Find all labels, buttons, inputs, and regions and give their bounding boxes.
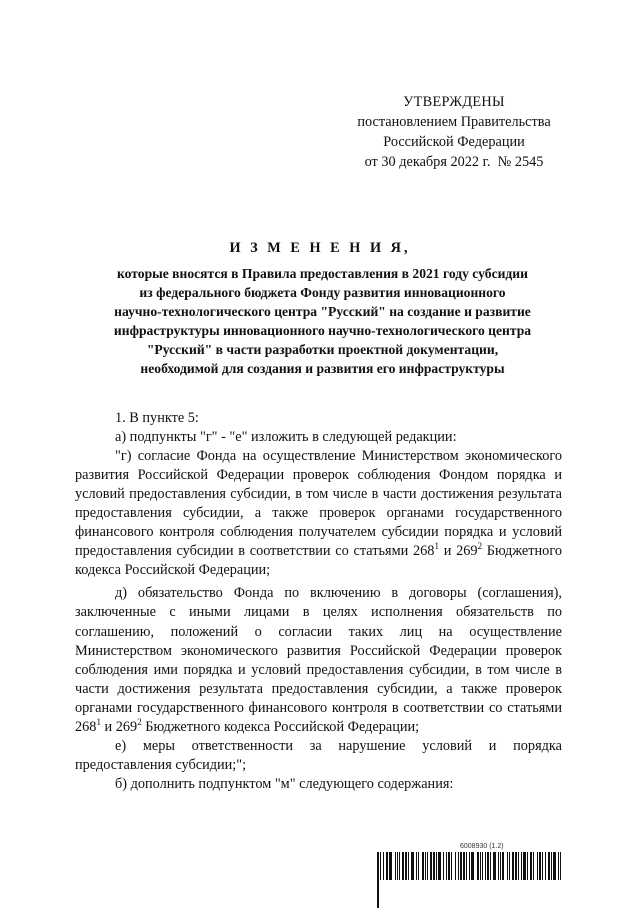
approval-line: постановлением Правительства xyxy=(357,114,551,130)
subtitle-line: которые вносятся в Правила предоставления в 2021 году субсидии xyxy=(117,266,528,281)
barcode-bar xyxy=(551,852,552,880)
barcode-bar xyxy=(515,852,517,880)
paragraph-subitem-a: а) подпункты "г" - "е" изложить в следующей редакции: xyxy=(115,429,457,446)
superscript: 1 xyxy=(434,541,439,552)
approval-heading: УТВЕРЖДЕНЫ xyxy=(403,94,505,110)
barcode-bar xyxy=(500,852,501,880)
barcode-bar xyxy=(377,880,379,908)
barcode-bar xyxy=(430,852,432,880)
document-subtitle xyxy=(80,264,565,379)
barcode-bar xyxy=(411,852,414,880)
barcode-bar xyxy=(548,852,550,880)
barcode-bar xyxy=(542,852,543,880)
barcode-bar xyxy=(477,852,479,880)
barcode-bar xyxy=(422,852,424,880)
barcode-bar xyxy=(502,852,504,880)
approval-date-number: от 30 декабря 2022 г. № 2545 xyxy=(364,154,544,170)
barcode-bar xyxy=(530,852,532,880)
barcode-bar xyxy=(509,852,510,880)
barcode xyxy=(377,852,565,880)
superscript: 2 xyxy=(477,541,483,552)
paragraph-text: и 269 xyxy=(100,718,138,735)
paragraph-subitem-g xyxy=(75,447,562,580)
barcode-bar xyxy=(485,852,486,880)
barcode-bar xyxy=(558,852,559,880)
barcode-bar xyxy=(451,852,452,880)
barcode-bar xyxy=(471,852,474,880)
barcode-bar xyxy=(380,852,381,880)
barcode-bar xyxy=(460,852,462,880)
barcode-bar xyxy=(523,852,526,880)
paragraph-text: "г) согласие Фонда на осуществление Министерством экономического развития Российской Федерации проверок соблюдения Фондом порядка и условий предоставления субсидии, в том числе в части достижения результата предоставления субсидии, а также проверок органами государственного финансового контроля соблюдения получателем субсидии порядка и условий предоставления субсидии в соответствии со статьями 268 xyxy=(75,448,562,560)
barcode-bar xyxy=(416,852,417,880)
barcode-bar xyxy=(377,852,379,880)
barcode-bar xyxy=(469,852,470,880)
paragraph-text: д) обязательство Фонда по включению в договоры (соглашения), заключенные с иными лицами в целях исполнения обязательств по соглашению, положений о согласии таких лиц на осуществление Министерством экономического развития Российской Федерации проверок соблюдения ими порядка и условий предоставления субсидии, в том числе в части достижения результата предоставления субсидии, а также проверок органами государственного финансового контроля в соответствии со статьями 268 xyxy=(75,585,562,735)
barcode-bar xyxy=(521,852,522,880)
barcode-bar xyxy=(512,852,514,880)
barcode-bar xyxy=(533,852,534,880)
barcode-bar xyxy=(480,852,481,880)
barcode-bar xyxy=(405,852,407,880)
superscript: 2 xyxy=(137,716,142,727)
barcode-bar xyxy=(490,852,491,880)
barcode-bar xyxy=(458,852,459,880)
barcode-bar xyxy=(436,852,437,880)
barcode-bar xyxy=(498,852,499,880)
superscript: 1 xyxy=(96,716,101,727)
barcode-bar xyxy=(537,852,538,880)
barcode-bar xyxy=(493,852,496,880)
barcode-bar xyxy=(402,852,404,880)
document-title: И З М Е Н Е Н И Я, xyxy=(229,240,411,256)
barcode-bar xyxy=(466,852,467,880)
barcode-bar xyxy=(438,852,441,880)
barcode-bar xyxy=(418,852,419,880)
barcode-bar xyxy=(463,852,465,880)
barcode-bar xyxy=(507,852,508,880)
barcode-bar xyxy=(545,852,546,880)
approval-line: Российской Федерации xyxy=(383,134,525,150)
subtitle-line: инфраструктуры инновационного научно-технологического центра xyxy=(113,323,532,339)
barcode-bar xyxy=(482,852,483,880)
paragraph-item-1: 1. В пункте 5: xyxy=(115,410,199,426)
barcode-bar xyxy=(455,852,456,880)
barcode-bar xyxy=(487,852,489,880)
barcode-label: 6008930 (1.2) xyxy=(460,843,504,850)
barcode-bar xyxy=(539,852,541,880)
barcode-bar xyxy=(560,852,561,880)
document-body xyxy=(75,409,562,794)
barcode-bar xyxy=(386,852,388,880)
subtitle-line: "Русский" в части разработки проектной документации, xyxy=(146,342,499,358)
barcode-bar xyxy=(553,852,556,880)
barcode-bar xyxy=(408,852,409,880)
barcode-bar xyxy=(446,852,447,880)
barcode-bar xyxy=(527,852,528,880)
paragraph-subitem-e: е) меры ответственности за нарушение условий и порядка предоставления субсидии;"; xyxy=(75,737,562,773)
paragraph-subitem-b: б) дополнить подпунктом "м" следующего содержания: xyxy=(115,775,454,792)
barcode-bar xyxy=(397,852,398,880)
paragraph-text: и 269 xyxy=(438,543,478,560)
subtitle-line: научно-технологического центра "Русский" на создание и развитие xyxy=(114,304,531,320)
approval-block xyxy=(334,92,574,172)
barcode-bar xyxy=(433,852,435,880)
barcode-bar xyxy=(395,852,396,880)
barcode-bar xyxy=(383,852,384,880)
barcode-bar xyxy=(443,852,444,880)
paragraph-subitem-d xyxy=(75,584,562,736)
barcode-bar xyxy=(389,852,392,880)
barcode-bar xyxy=(448,852,450,880)
barcode-bar xyxy=(427,852,428,880)
subtitle-line: необходимой для создания и развития его инфраструктуры xyxy=(140,361,505,377)
subtitle-line: из федерального бюджета Фонду развития инновационного xyxy=(139,285,506,301)
barcode-bar xyxy=(399,852,400,880)
paragraph-text: Бюджетного кодекса Российской Федерации; xyxy=(141,718,420,735)
paragraph-text: Бюджетного кодекса Российской Федерации; xyxy=(75,543,562,579)
barcode-bar xyxy=(518,852,519,880)
barcode-bar xyxy=(425,852,426,880)
